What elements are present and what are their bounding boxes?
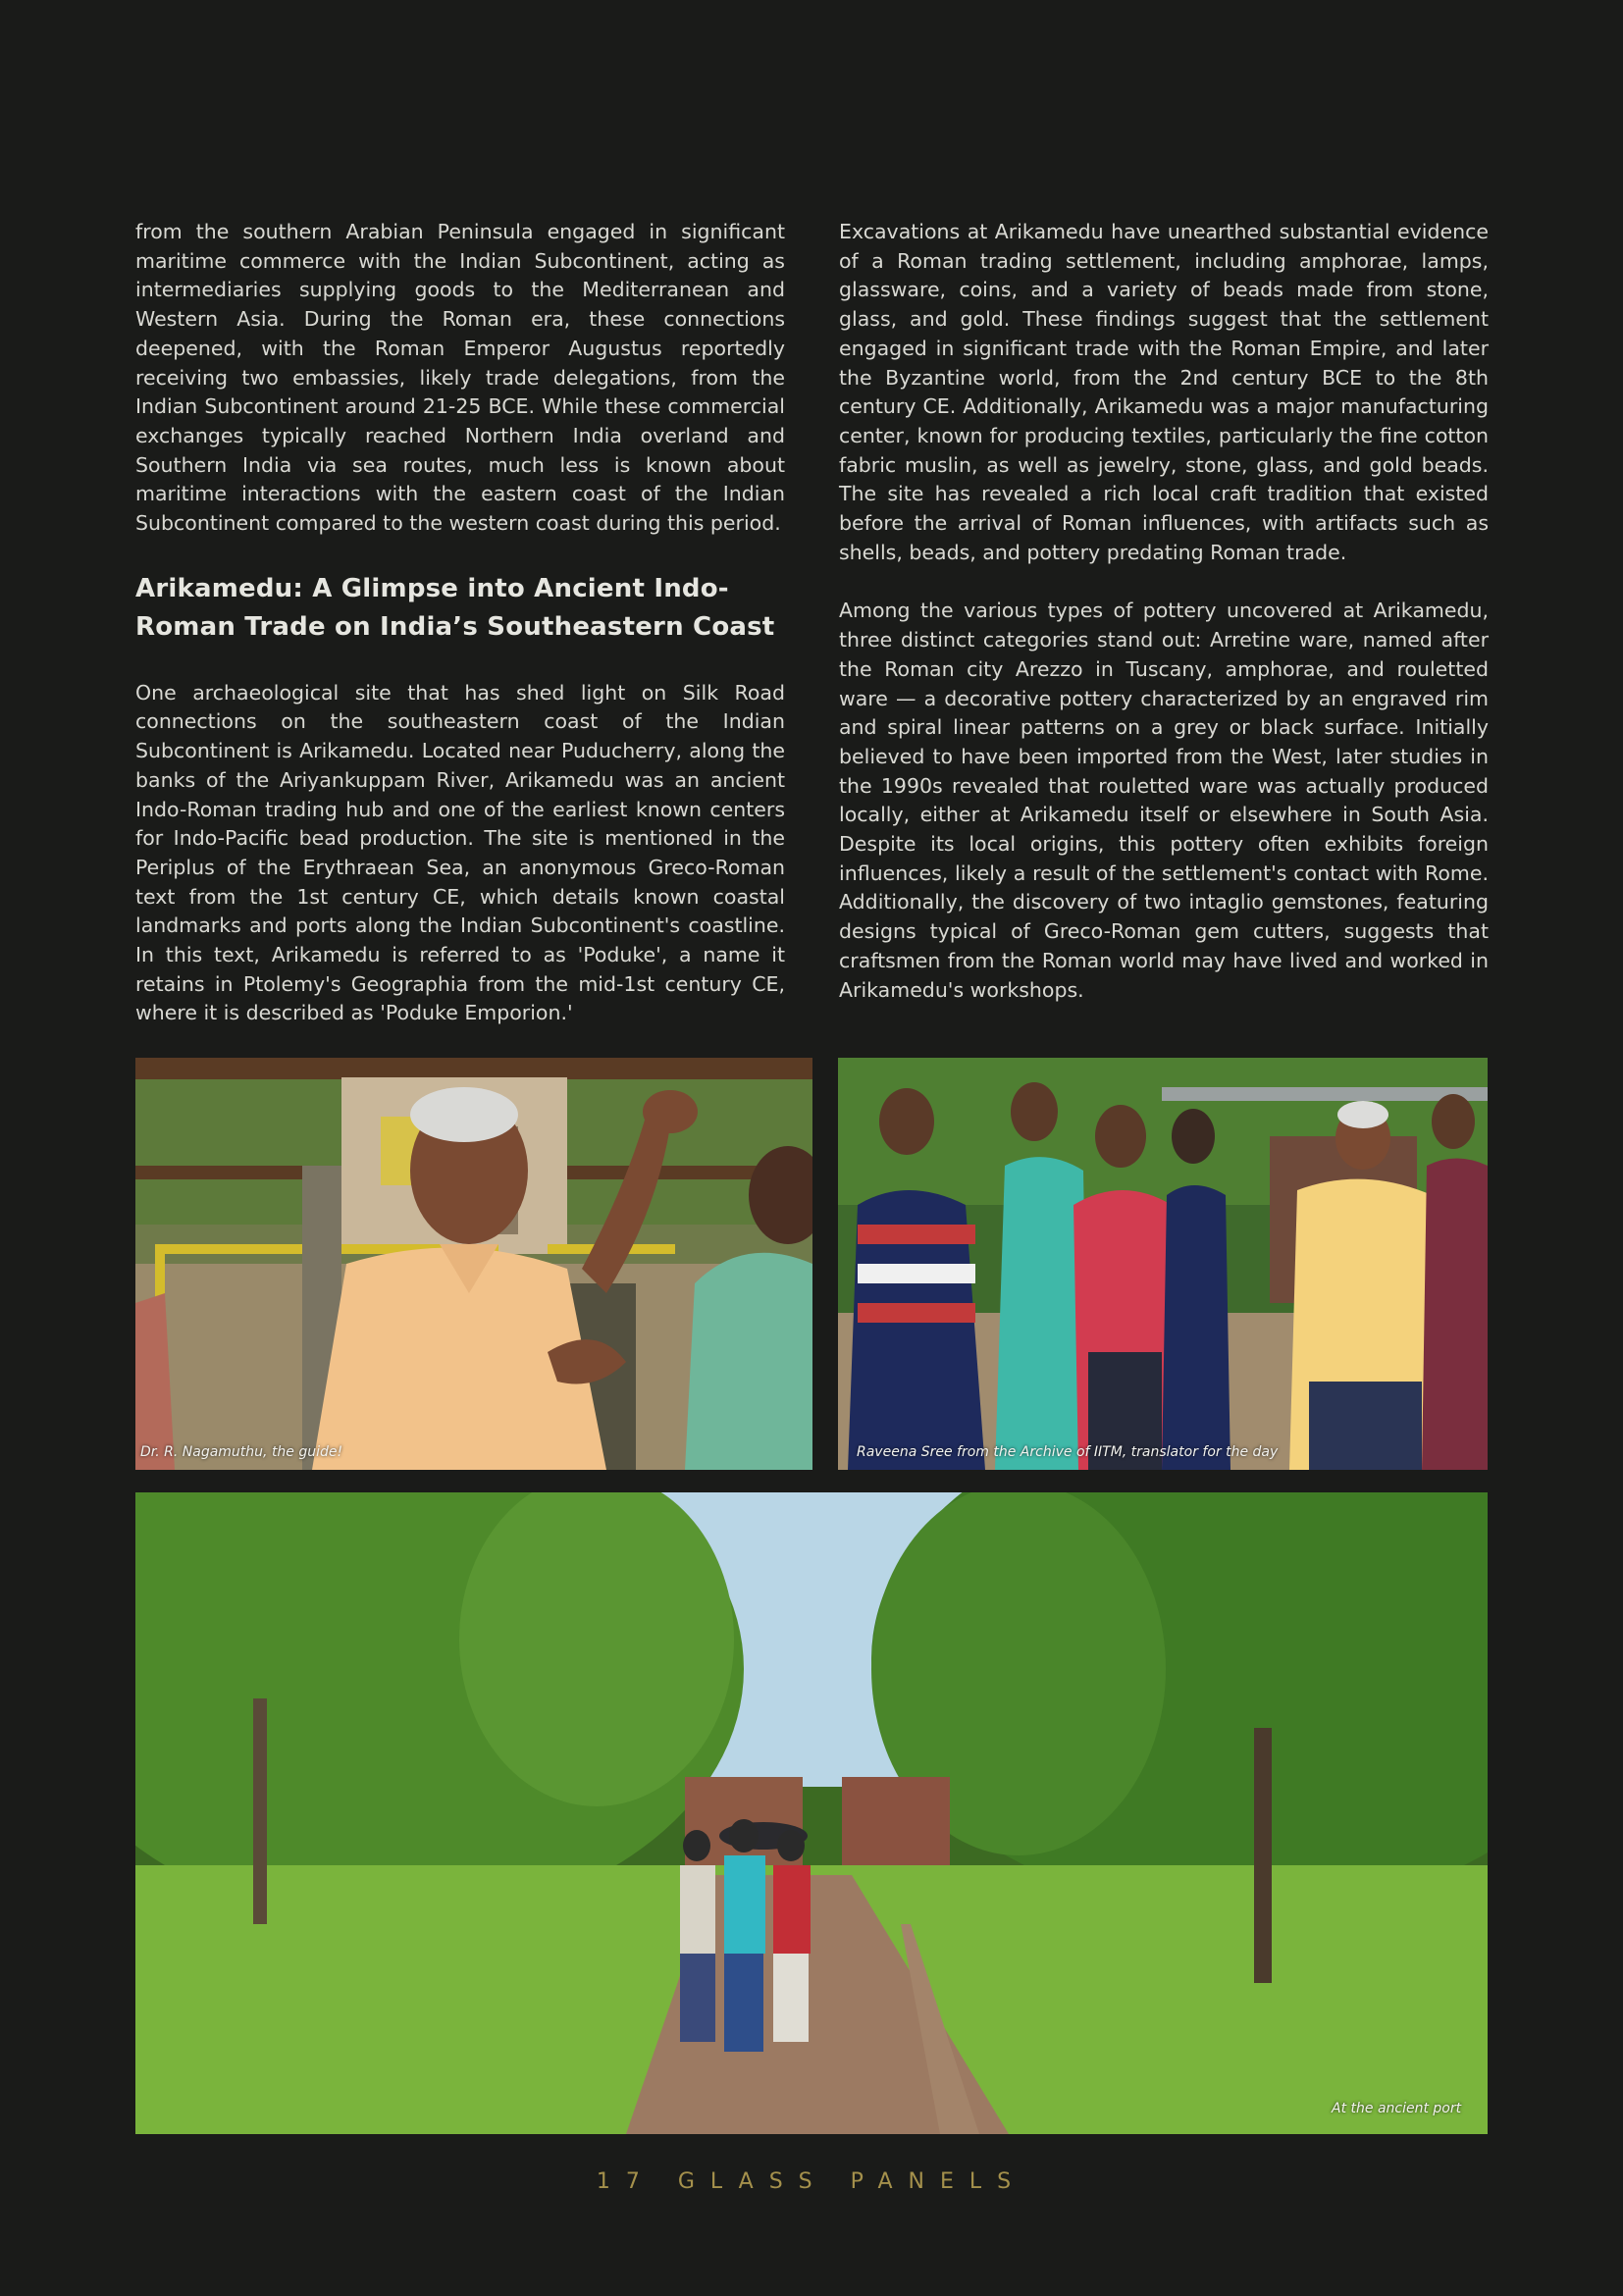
left-paragraph-intro: from the southern Arabian Peninsula engaged in significant maritime commerce with the Indian Subcontinent, acting as intermediaries supplying goods to the Mediterranean and Western Asia. During the Roman era, these connections deepened, with the Roman Emperor Augustus reportedly receiving two embassies, likely trade delegations, from the Indian Subcontinent around 21-25 BCE. While these commercial exchanges typically reached Northern India overland and Southern India via sea routes, much less is known about maritime interactions with the eastern coast of the Indian Subcontinent compared to the western coast during this period.	[135, 220, 785, 536]
photo-translator-image	[838, 1058, 1488, 1470]
photo-guide-image	[135, 1058, 812, 1470]
caption-ancient-port: At the ancient port	[1332, 2101, 1462, 2116]
caption-guide: Dr. R. Nagamuthu, the guide!	[140, 1444, 343, 1460]
right-paragraph-pottery: Among the various types of pottery uncovered at Arikamedu, three distinct categories stand out: Arretine ware, named after the Roman city Arezzo in Tuscany, amphorae, and rouletted ware — a decorative pottery characterized by an engraved rim and spiral linear patterns on a grey or black surface. Initially believed to have been imported from the West, later studies in the 1990s revealed that rouletted ware was actually produced locally, either at Arikamedu itself or elsewhere in South Asia. Despite its local origins, this pottery often exhibits foreign influences, likely a result of the settlement's contact with Rome. Additionally, the discovery of two intaglio gemstones, featuring designs typical of Greco-Roman gem cutters, suggests that craftsmen from the Roman world may have lived and worked in Arikamedu's workshops.	[839, 599, 1489, 1002]
section-heading: Arikamedu: A Glimpse into Ancient Indo-Roman Trade on India’s Southeastern Coast	[135, 573, 775, 642]
left-paragraph-arikamedu: One archaeological site that has shed light on Silk Road connections on the southeastern coast of the Indian Subcontinent is Arikamedu. Located near Puducherry, along the banks of the Ariyankuppam River, Arikamedu was an ancient Indo-Roman trading hub and one of the earliest known centers for Indo-Pacific bead production. The site is mentioned in the Periplus of the Erythraean Sea, an anonymous Greco-Roman text from the 1st century CE, which details known coastal landmarks and ports along the Indian Subcontinent's coastline. In this text, Arikamedu is referred to as 'Poduke', a name it retains in Ptolemy's Geographia from the mid-1st century CE, where it is described as 'Poduke Emporion.'	[135, 680, 785, 1025]
photo-ancient-port-image	[135, 1492, 1488, 2134]
photo-translator	[838, 1058, 1488, 1470]
left-column	[135, 218, 785, 1028]
right-paragraph-excavations: Excavations at Arikamedu have unearthed substantial evidence of a Roman trading settlement, including amphorae, lamps, glassware, coins, and a variety of beads made from stone, glass, and gold. These findings suggest that the settlement engaged in significant trade with the Roman Empire, and later the Byzantine world, from the 2nd century BCE to the 8th century CE. Additionally, Arikamedu was a major manufacturing center, known for producing textiles, particularly the fine cotton fabric muslin, as well as jewelry, stone, glass, and gold beads. The site has revealed a rich local craft tradition that existed before the arrival of Roman influences, with artifacts such as shells, beads, and pottery predating Roman trade.	[839, 220, 1489, 564]
photo-ancient-port	[135, 1492, 1488, 2134]
right-column	[839, 218, 1489, 1005]
page-footer: 17 GLASS PANELS	[596, 2169, 1027, 2194]
caption-translator: Raveena Sree from the Archive of IITM, translator for the day	[857, 1444, 1279, 1460]
photo-guide	[135, 1058, 812, 1470]
